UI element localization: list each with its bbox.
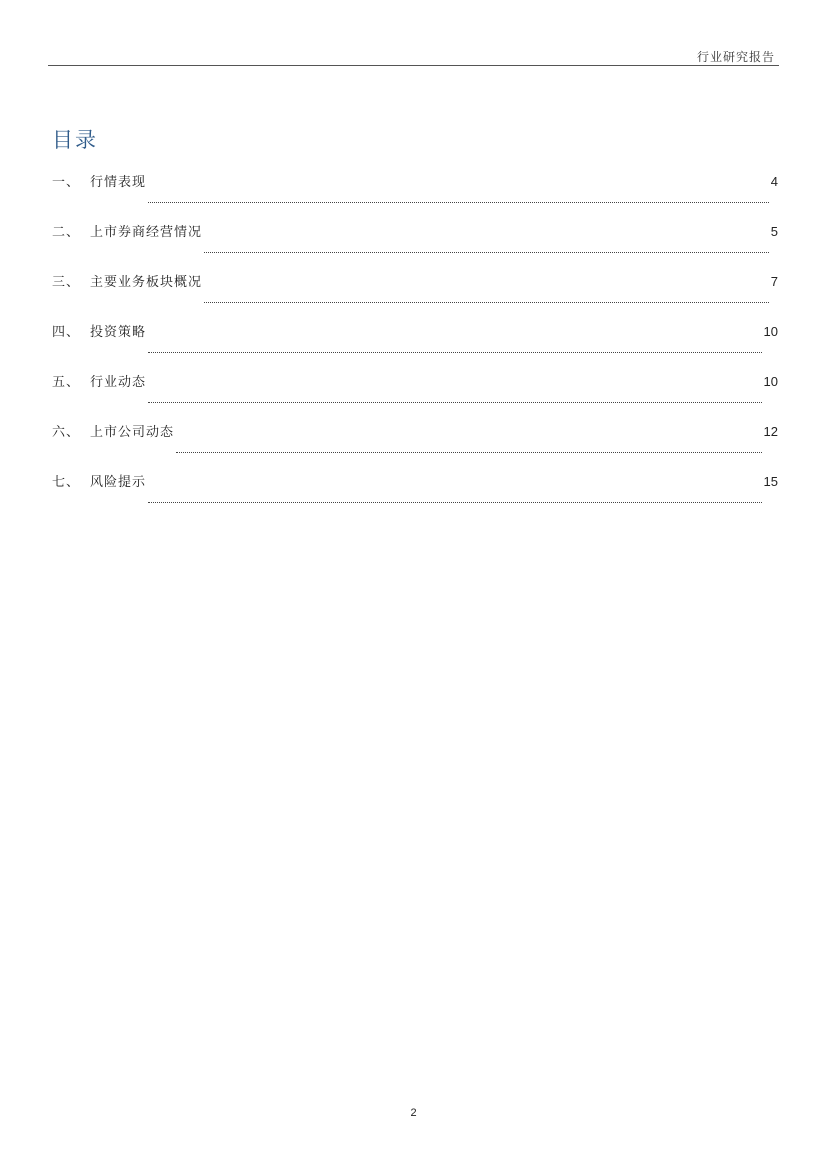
toc-entry-page[interactable]: 10 [763,324,778,339]
toc-entry-1[interactable] [52,172,778,222]
toc-entry-number: 二、 [52,225,81,240]
toc-entry-label[interactable]: 行情表现 [90,175,147,190]
toc-entry-number: 一、 [52,175,81,190]
toc-entry-number: 三、 [52,275,81,290]
page-number: 2 [410,1107,417,1119]
toc-entry-page[interactable]: 4 [770,174,778,189]
header-rule [48,65,779,66]
toc-entry-page[interactable]: 15 [763,474,778,489]
toc-entry-number: 五、 [52,375,81,390]
toc-entry-2[interactable] [52,222,778,272]
toc-list [52,172,778,522]
toc-title: 目录 [52,128,98,152]
toc-dot-leader [176,451,762,453]
toc-entry-number: 六、 [52,425,81,440]
toc-dot-leader [148,401,762,403]
toc-entry-label[interactable]: 投资策略 [90,325,147,340]
toc-entry-5[interactable] [52,372,778,422]
toc-entry-label[interactable]: 风险提示 [90,475,147,490]
toc-dot-leader [148,501,762,503]
toc-entry-6[interactable] [52,422,778,472]
toc-entry-label[interactable]: 上市公司动态 [90,425,175,440]
toc-entry-3[interactable] [52,272,778,322]
toc-dot-leader [148,351,762,353]
toc-entry-number: 四、 [52,325,81,340]
toc-entry-label[interactable]: 主要业务板块概况 [90,275,203,290]
toc-entry-page[interactable]: 10 [763,374,778,389]
toc-entry-label[interactable]: 行业动态 [90,375,147,390]
header-title: 行业研究报告 [696,50,775,64]
toc-entry-page[interactable]: 7 [770,274,778,289]
toc-entry-number: 七、 [52,475,81,490]
toc-entry-4[interactable] [52,322,778,372]
toc-entry-7[interactable] [52,472,778,522]
toc-entry-label[interactable]: 上市券商经营情况 [90,225,203,240]
toc-dot-leader [148,201,769,203]
toc-entry-page[interactable]: 5 [770,224,778,239]
page-header [48,46,779,66]
toc-dot-leader [204,301,769,303]
toc-entry-page[interactable]: 12 [763,424,778,439]
toc-dot-leader [204,251,769,253]
